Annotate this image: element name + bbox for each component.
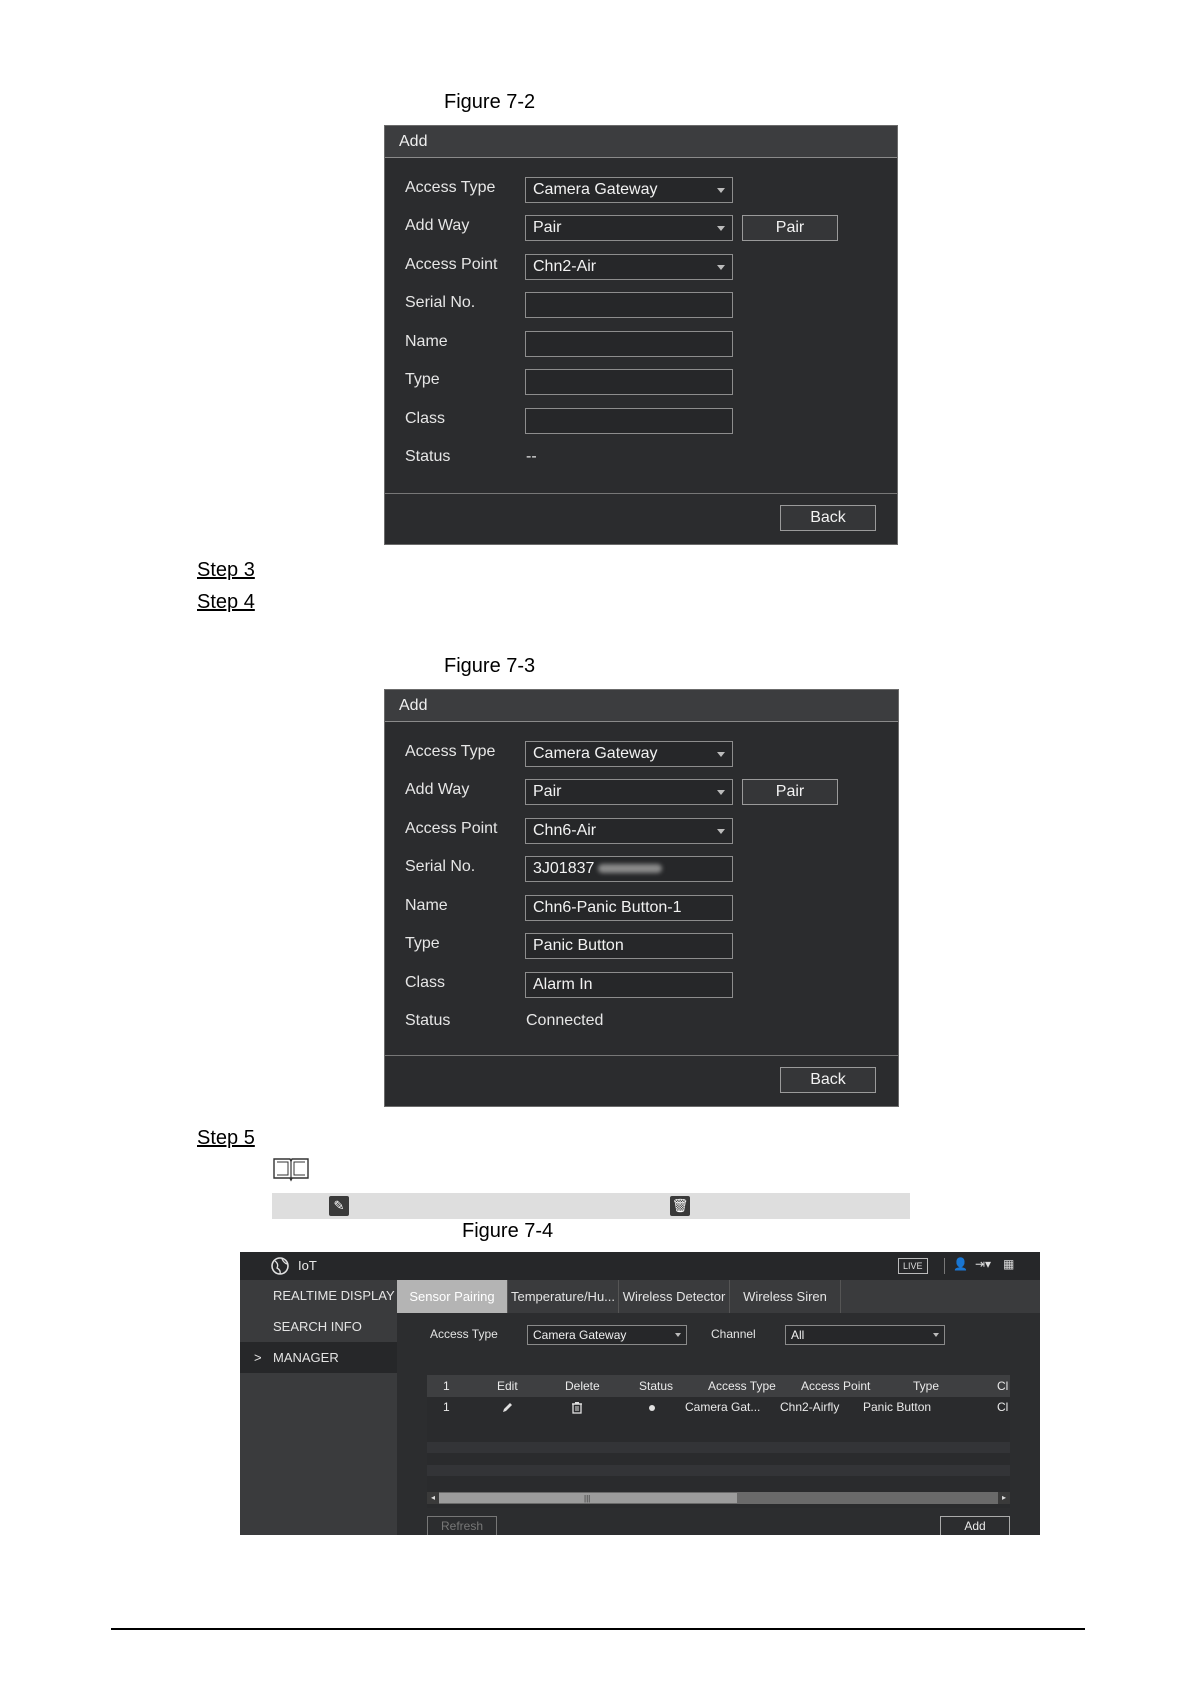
scroll-right-icon[interactable]: ▸ [998, 1492, 1010, 1504]
chevron-down-icon [717, 265, 725, 270]
col-header-access-type: Access Type [708, 1379, 776, 1393]
pair-button[interactable]: Pair [742, 779, 838, 805]
name-label: Name [405, 333, 448, 350]
table-header [427, 1375, 1010, 1397]
figure-caption: Figure 7-2 [444, 91, 536, 113]
add-way-label: Add Way [405, 217, 470, 234]
tab-bar [397, 1280, 1040, 1313]
divider [944, 1258, 945, 1274]
row-type: Panic Button [863, 1400, 932, 1414]
dialog-title: Add [385, 126, 897, 158]
col-header-access-point: Access Point [801, 1379, 871, 1393]
logout-icon[interactable]: ⇥▾ [975, 1257, 992, 1271]
access-point-label: Access Point [405, 256, 498, 273]
iot-title-bar [240, 1252, 1040, 1280]
chevron-down-icon [933, 1333, 939, 1337]
add-way-select[interactable]: Pair [525, 215, 733, 241]
channel-select[interactable]: All [785, 1325, 945, 1345]
pair-button[interactable]: Pair [742, 215, 838, 241]
footer-rule [111, 1628, 1085, 1630]
trash-icon: 🗑 [670, 1196, 690, 1216]
table-row[interactable] [427, 1397, 1010, 1419]
figure-caption: Figure 7-4 [462, 1220, 554, 1242]
trash-icon[interactable] [571, 1401, 583, 1414]
dialog-footer [385, 493, 897, 544]
access-type-select[interactable]: Camera Gateway [525, 177, 733, 203]
figure-caption: Figure 7-3 [444, 655, 536, 677]
blurred-serial [598, 864, 662, 873]
chevron-down-icon [717, 752, 725, 757]
type-label: Type [405, 935, 440, 952]
chevron-down-icon [717, 226, 725, 231]
tab-temperature-humidity[interactable]: Temperature/Hu... [508, 1280, 619, 1313]
step-3: Step 3 [197, 559, 255, 581]
class-field[interactable] [525, 408, 733, 434]
col-header-num: 1 [443, 1379, 450, 1393]
tab-sensor-pairing[interactable]: Sensor Pairing [397, 1280, 508, 1313]
add-dialog-2 [384, 689, 899, 1107]
dialog-title: Add [385, 690, 898, 722]
app-title: IoT [298, 1258, 317, 1273]
row-access-point: Chn2-Airfly [780, 1400, 840, 1414]
empty-row [427, 1465, 1010, 1476]
pencil-icon: ✎ [329, 1196, 349, 1216]
access-point-label: Access Point [405, 820, 498, 837]
class-field[interactable]: Alarm In [525, 972, 733, 998]
iot-window [240, 1252, 1040, 1535]
class-label: Class [405, 974, 446, 991]
sidebar-item-realtime-display[interactable]: REALTIME DISPLAY [273, 1288, 395, 1303]
type-field[interactable]: Panic Button [525, 933, 733, 959]
add-button[interactable]: Add [940, 1516, 1010, 1535]
note-bar [272, 1193, 910, 1219]
status-label: Status [405, 448, 451, 465]
serial-no-field[interactable] [525, 292, 733, 318]
access-type-label: Access Type [405, 179, 496, 196]
row-extra: Cl [997, 1400, 1009, 1414]
book-icon [272, 1156, 310, 1182]
serial-no-field[interactable]: 3J01837 [525, 856, 733, 882]
status-value: -- [526, 448, 537, 465]
grip-icon: ||| [584, 1494, 591, 1503]
horizontal-scrollbar[interactable] [427, 1492, 1010, 1504]
live-badge[interactable]: LIVE [898, 1258, 928, 1274]
access-point-select[interactable]: Chn6-Air [525, 818, 733, 844]
row-access-type: Camera Gat... [685, 1400, 761, 1414]
user-icon[interactable]: 👤 [953, 1257, 968, 1271]
access-point-select[interactable]: Chn2-Air [525, 254, 733, 280]
access-type-select[interactable]: Camera Gateway [525, 741, 733, 767]
status-label: Status [405, 1012, 451, 1029]
tab-wireless-siren[interactable]: Wireless Siren [730, 1280, 841, 1313]
sidebar-item-manager[interactable]: > MANAGER [240, 1342, 397, 1373]
serial-no-label: Serial No. [405, 858, 476, 875]
channel-label: Channel [711, 1327, 756, 1341]
type-field[interactable] [525, 369, 733, 395]
add-way-label: Add Way [405, 781, 470, 798]
globe-icon [270, 1256, 290, 1276]
type-label: Type [405, 371, 440, 388]
step-4: Step 4 [197, 591, 255, 613]
row-num: 1 [443, 1400, 450, 1414]
col-header-edit: Edit [497, 1379, 518, 1393]
back-button[interactable]: Back [780, 505, 876, 531]
chevron-down-icon [717, 790, 725, 795]
access-type-select[interactable]: Camera Gateway [527, 1325, 687, 1345]
sidebar [240, 1280, 397, 1535]
name-field[interactable]: Chn6-Panic Button-1 [525, 895, 733, 921]
col-header-delete: Delete [565, 1379, 600, 1393]
refresh-button[interactable]: Refresh [427, 1516, 497, 1535]
chevron-down-icon [675, 1333, 681, 1337]
chevron-right-icon: > [254, 1350, 262, 1365]
chevron-down-icon [717, 188, 725, 193]
status-value: Connected [526, 1012, 604, 1029]
back-button[interactable]: Back [780, 1067, 876, 1093]
dot-icon [649, 1405, 655, 1411]
access-type-label: Access Type [405, 743, 496, 760]
dialog-footer [385, 1055, 898, 1106]
tab-wireless-detector[interactable]: Wireless Detector [619, 1280, 730, 1313]
name-label: Name [405, 897, 448, 914]
sidebar-item-search-info[interactable]: SEARCH INFO [273, 1319, 362, 1334]
col-header-type: Type [913, 1379, 940, 1393]
serial-no-label: Serial No. [405, 294, 476, 311]
access-type-label: Access Type [430, 1327, 498, 1341]
add-way-select[interactable]: Pair [525, 779, 733, 805]
pencil-icon[interactable] [501, 1402, 513, 1414]
empty-row [427, 1442, 1010, 1453]
chevron-down-icon [717, 829, 725, 834]
grid-icon[interactable]: ▦ [1003, 1257, 1015, 1271]
scroll-left-icon[interactable]: ◂ [427, 1492, 439, 1504]
name-field[interactable] [525, 331, 733, 357]
sensor-table [427, 1375, 1010, 1508]
col-header-status: Status [639, 1379, 674, 1393]
class-label: Class [405, 410, 446, 427]
add-dialog-1 [384, 125, 898, 545]
step-5: Step 5 [197, 1127, 255, 1149]
col-header-extra: Cl [997, 1379, 1009, 1393]
